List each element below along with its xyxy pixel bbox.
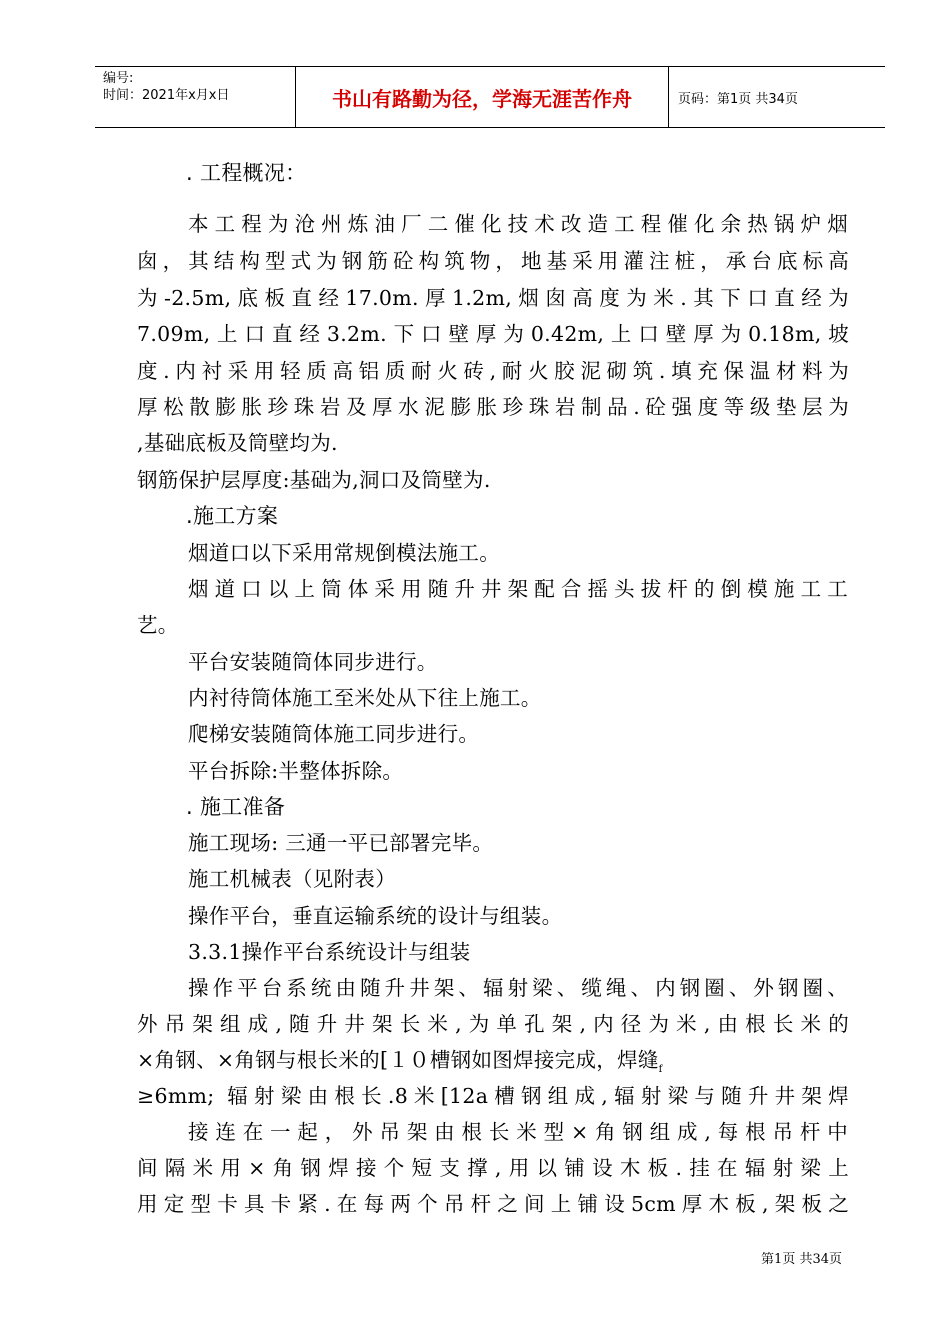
footer-page-number: 第1页 共34页 [761,1252,842,1267]
paragraph-line: 施工现场: 三通一平已部署完毕。 [188,831,494,855]
paragraph-line: 烟道口以下采用常规倒模法施工。 [188,541,500,565]
paragraph-line: 钢筋保护层厚度:基础为,洞口及筒壁为. [137,468,491,492]
paragraph-line: 本工程为沧州炼油厂二催化技术改造工程催化余热锅炉烟 [188,212,848,236]
header-divider [668,66,669,128]
paragraph-line: 囱，其结构型式为钢筋砼构筑物，地基采用灌注桩，承台底标高 [137,249,849,273]
weld-subscript: f [658,1064,663,1076]
paragraph-line [137,1047,849,1083]
paragraph-line: 烟道口以上筒体采用随升井架配合摇头拔杆的倒模施工工 [188,577,848,601]
paragraph-line: 为-2.5m,底板直经17.0m.厚1.2m,烟囱高度为米.其下口直经为 [137,286,849,310]
doc-time-label: 时间：2021年x月x日 [103,88,230,103]
paragraph-line: 用定型卡具卡紧.在每两个吊杆之间上铺设5cm厚木板,架板之 [137,1192,849,1216]
paragraph-line: 3.3.1操作平台系统设计与组装 [188,940,471,964]
paragraph-line: 操作平台系统由随升井架、辐射梁、缆绳、内钢圈、外钢圈、 [188,976,848,1000]
section-heading-overview: . 工程概况： [186,161,307,185]
paragraph-line: ≥6mm; 辐射梁由根长.8米[12a槽钢组成,辐射梁与随升井架焊 [137,1084,849,1108]
paragraph-line: 度.内衬采用轻质高铝质耐火砖,耐火胶泥砌筑.填充保温材料为 [137,359,849,383]
paragraph-line: 间隔米用×角钢焊接个短支撑,用以铺设木板.挂在辐射梁上 [137,1156,849,1180]
paragraph-text: ×角钢、×角钢与根长米的[１０槽钢如图焊接完成，焊缝 [137,1048,659,1072]
header-page-info: 页码：第1页 共34页 [678,91,798,107]
paragraph-line: 平台安装随筒体同步进行。 [188,650,438,674]
paragraph-line: 操作平台，垂直运输系统的设计与组装。 [188,904,563,928]
paragraph-line: 施工机械表（见附表） [188,867,396,891]
paragraph-line: 艺。 [137,613,179,637]
paragraph-line: 平台拆除:半整体拆除。 [188,759,404,783]
paragraph-line: 内衬待筒体施工至米处从下往上施工。 [188,686,542,710]
header-motto: 书山有路勤为径，学海无涯苦作舟 [332,86,632,111]
paragraph-line: 厚松散膨胀珍珠岩及厚水泥膨胀珍珠岩制品.砼强度等级垫层为 [137,395,849,419]
section-heading-prep: . 施工准备 [186,795,286,819]
paragraph-line: ,基础底板及筒壁均为. [137,431,338,455]
header-meta [103,70,229,104]
paragraph-line: 爬梯安装随筒体施工同步进行。 [188,722,480,746]
paragraph-line: 接连在一起，外吊架由根长米型×角钢组成,每根吊杆中 [188,1120,848,1144]
doc-code-label: 编号: [103,71,134,86]
paragraph-line: 7.09m,上口直经3.2m.下口壁厚为0.42m,上口壁厚为0.18m,坡 [137,322,849,346]
paragraph-line: 外吊架组成,随升井架长米,为单孔架,内径为米,由根长米的 [137,1012,849,1036]
section-heading-plan: .施工方案 [186,504,279,528]
